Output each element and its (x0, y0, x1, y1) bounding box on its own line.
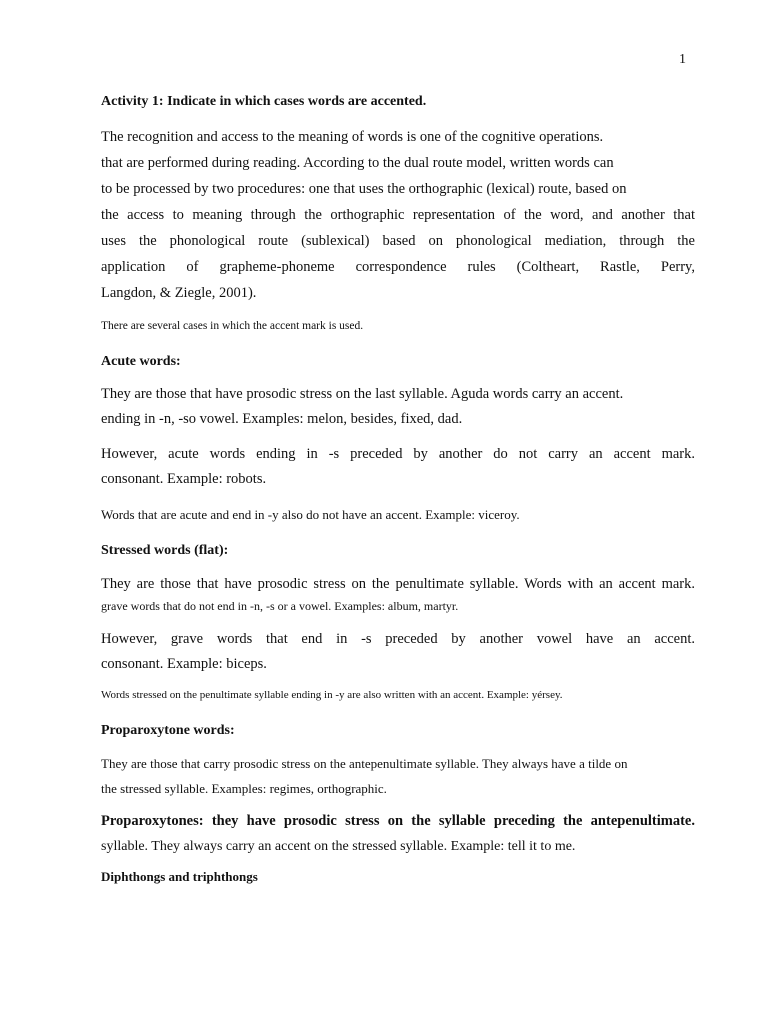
acute-paragraph-3: Words that are acute and end in -y also do not have an accent. Example: viceroy. (101, 507, 520, 522)
intro-paragraph (101, 124, 695, 306)
text-line: They are those that have prosodic stress on the last syllable. Aguda words carry an accent. (101, 386, 624, 402)
intro-line: application of grapheme-phoneme correspondence rules (Coltheart, Rastle, Perry, (101, 259, 695, 275)
stressed-paragraph-2 (101, 627, 695, 677)
text-line: grave words that do not end in -n, -s or a vowel. Examples: album, martyr. (101, 599, 459, 613)
accent-note: There are several cases in which the accent mark is used. (101, 320, 364, 332)
intro-line: uses the phonological route (sublexical) based on phonological mediation, through the (101, 233, 695, 249)
intro-line: that are performed during reading. According to the dual route model, written words can (101, 155, 614, 171)
text-line: consonant. Example: biceps. (101, 656, 267, 672)
text-line: They are those that have prosodic stress on the penultimate syllable. Words with an accent mark. (101, 576, 695, 592)
document-content (101, 92, 695, 887)
stressed-heading: Stressed words (flat): (101, 543, 229, 558)
acute-heading: Acute words: (101, 354, 181, 369)
text-line: ending in -n, -so vowel. Examples: melon, besides, fixed, dad. (101, 411, 463, 427)
text-line: the stressed syllable. Examples: regimes, orthographic. (101, 781, 387, 796)
intro-line: the access to meaning through the orthographic representation of the word, and another that (101, 207, 695, 223)
intro-line: The recognition and access to the meaning of words is one of the cognitive operations. (101, 129, 604, 145)
proparoxytone-paragraph-2 (101, 809, 695, 859)
page-number: 1 (679, 52, 686, 67)
intro-line: to be processed by two procedures: one that uses the orthographic (lexical) route, based on (101, 181, 627, 197)
proparoxytone-paragraph-1 (101, 751, 695, 801)
text-line: However, grave words that end in -s preceded by another vowel have an accent. (101, 631, 695, 647)
text-line-bold: Proparoxytones: they have prosodic stress on the syllable preceding the antepenultimate. (101, 813, 695, 829)
text-line: consonant. Example: robots. (101, 471, 267, 487)
activity-title: Activity 1: Indicate in which cases words are accented. (101, 94, 427, 109)
acute-paragraph-2 (101, 442, 695, 492)
stressed-paragraph-3: Words stressed on the penultimate syllable ending in -y are also written with an accent. Example: yérsey. (101, 689, 563, 701)
intro-line: Langdon, & Ziegle, 2001). (101, 285, 257, 301)
stressed-paragraph-1 (101, 572, 695, 615)
text-line: However, acute words ending in -s preceded by another do not carry an accent mark. (101, 446, 695, 462)
text-line: syllable. They always carry an accent on the stressed syllable. Example: tell it to me. (101, 839, 576, 854)
text-line: They are those that carry prosodic stress on the antepenultimate syllable. They always have a tilde on (101, 756, 628, 771)
diphthongs-heading: Diphthongs and triphthongs (101, 869, 258, 884)
proparoxytone-heading: Proparoxytone words: (101, 723, 235, 738)
acute-paragraph-1 (101, 382, 695, 432)
